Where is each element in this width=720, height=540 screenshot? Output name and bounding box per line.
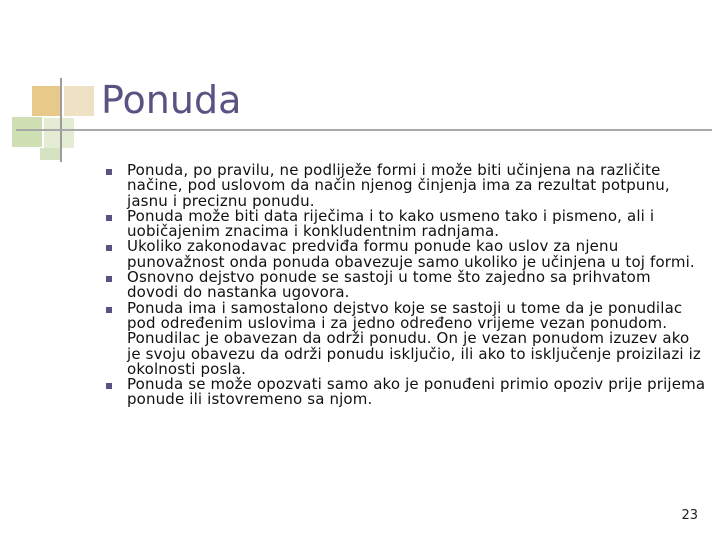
square-bullet-icon [106, 307, 112, 313]
emblem-square [44, 118, 74, 148]
square-bullet-icon [106, 245, 112, 251]
list-item [106, 270, 706, 301]
list-item [106, 163, 706, 209]
list-item [106, 239, 706, 270]
square-bullet-icon [106, 383, 112, 389]
list-item [106, 377, 706, 408]
bullet-list [106, 163, 706, 408]
bullet-text: Ponuda se može opozvati samo ako je ponuđeni primio opoziv prije prijema ponude ili istovremeno sa njom. [127, 375, 706, 409]
square-bullet-icon [106, 169, 112, 175]
bullet-text: Ponuda, po pravilu, ne podliježe formi i može biti učinjena na različite načine, pod uslovom da način njenog činjenja ima za rezultat potpunu, jasnu i preciznu ponudu. [127, 161, 670, 210]
bullet-text: Ponuda može biti data riječima i to kako usmeno tako i pismeno, ali i uobičajenim znacima i konkludentnim radnjama. [127, 206, 655, 241]
bullet-text: Ukoliko zakonodavac predviđa formu ponude kao uslov za njenu punovažnost onda ponuda obavezuje samo ukoliko je učinjena u toj formi. [127, 237, 695, 271]
square-bullet-icon [106, 215, 112, 221]
page-number: 23 [681, 508, 698, 523]
bullet-text: Ponuda ima i samostalono dejstvo koje se sastoji u tome da je ponudilac pod određenim uslovima i za jedno određeno vrijeme vezan ponudom. Ponudilac je obavezan da održi ponudu. On je vezan ponudom izuzev ako je svoju obavezu da održi ponudu isključio, ili ako to isključenje proizilazi iz okolnosti posla. [127, 298, 701, 378]
slide-title: Ponuda [101, 78, 242, 122]
title-divider [16, 129, 712, 131]
emblem-square [40, 148, 62, 160]
emblem-square [12, 117, 42, 147]
list-item [106, 298, 706, 378]
list-item [106, 206, 706, 241]
emblem-square [64, 86, 94, 116]
emblem-square [32, 86, 62, 116]
bullet-text: Osnovno dejstvo ponude se sastoji u tome što zajedno sa prihvatom dovodi do nastanka ugovora. [127, 268, 651, 302]
emblem-vertical-line [60, 78, 62, 162]
square-bullet-icon [106, 276, 112, 282]
